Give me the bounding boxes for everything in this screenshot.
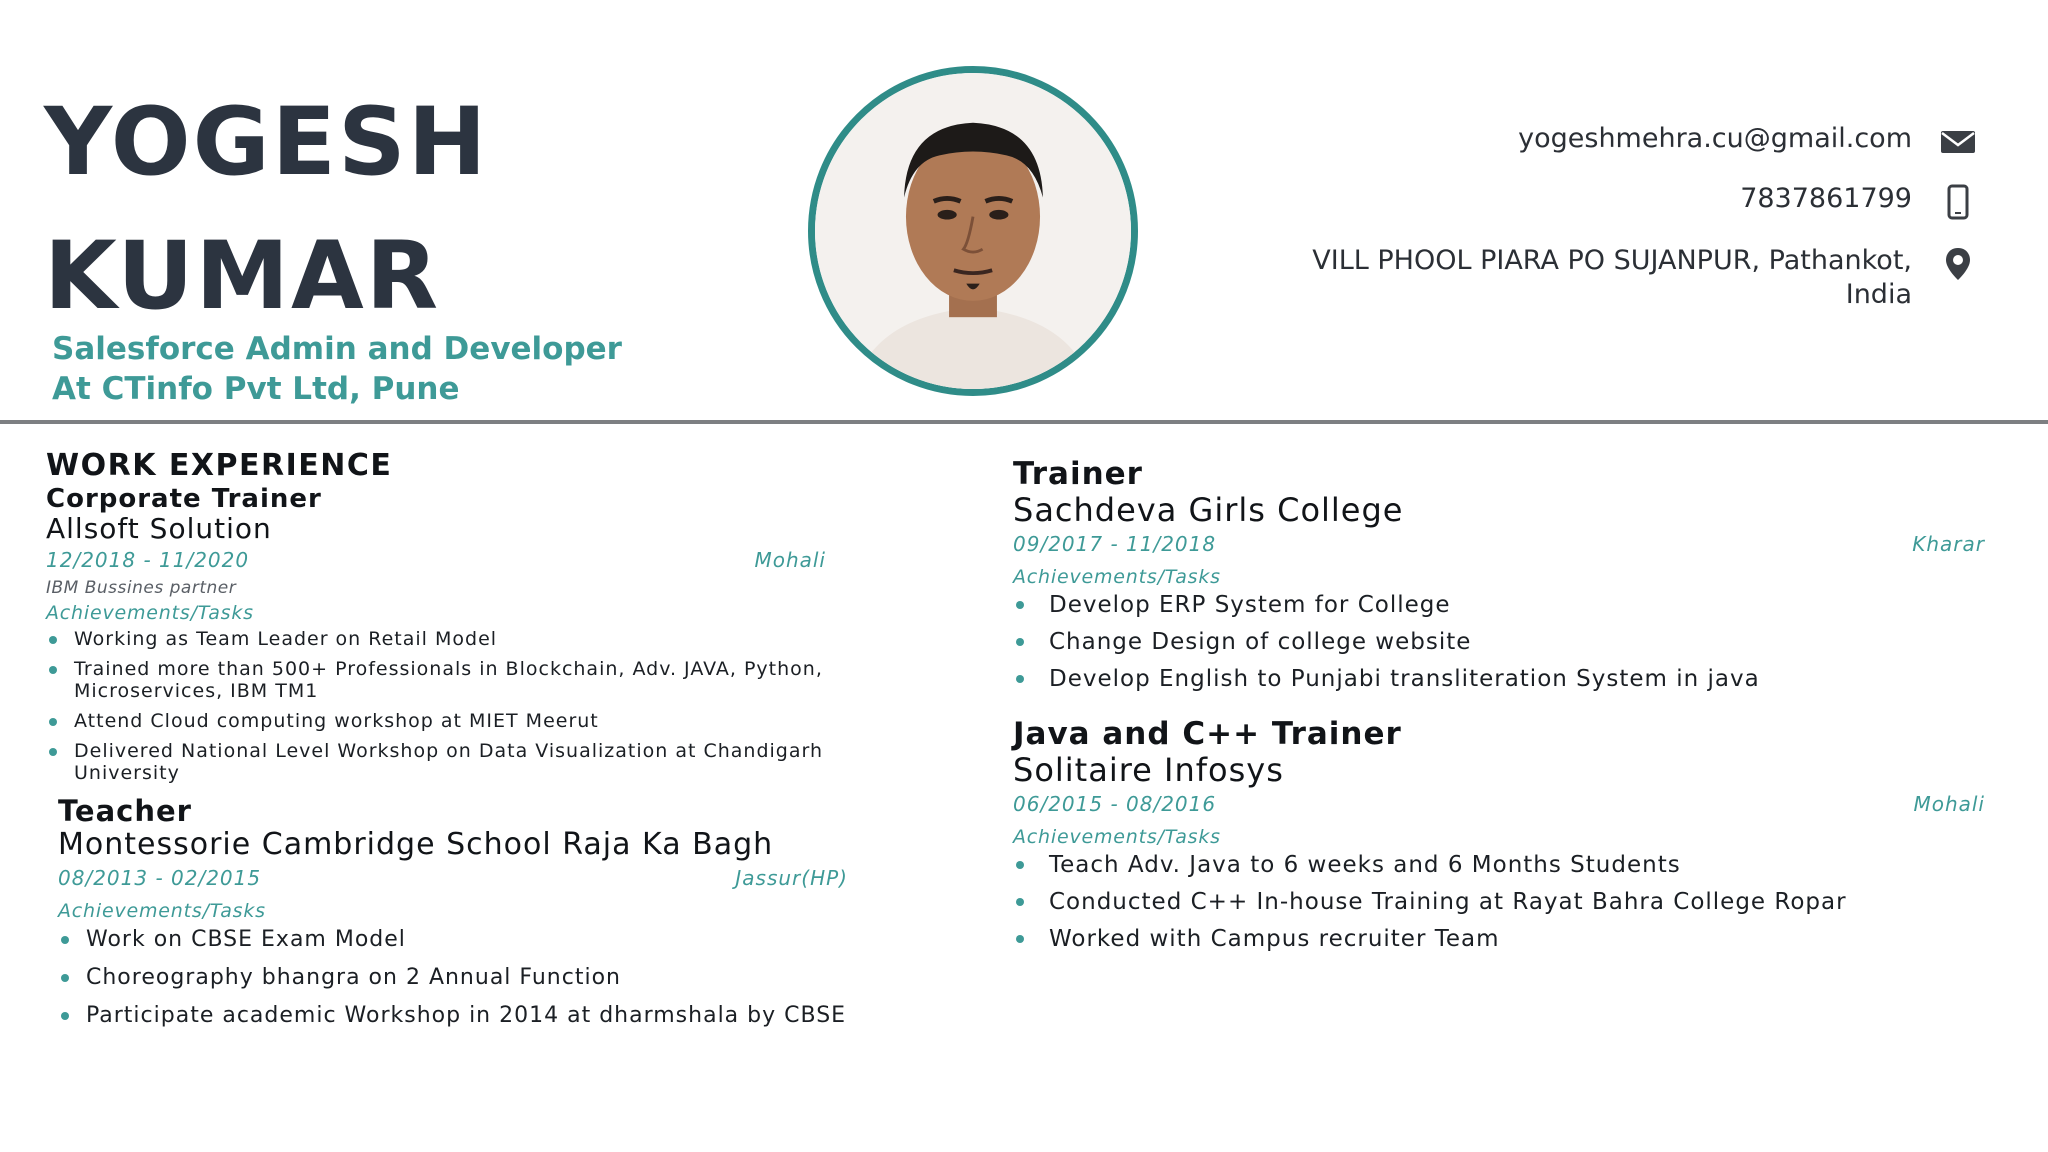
achievements-label: Achievements/Tasks (58, 900, 266, 922)
job-entry (1013, 716, 1985, 963)
job-entry (46, 484, 826, 792)
task-item (58, 964, 848, 991)
profile-photo (808, 66, 1138, 396)
bullet-icon (49, 748, 57, 756)
job-title: Teacher (58, 794, 192, 828)
achievements-label: Achievements/Tasks (46, 602, 254, 624)
task-item (1013, 926, 1985, 953)
name-last: KUMAR (44, 222, 441, 331)
bullet-icon (1016, 935, 1024, 943)
task-list (58, 926, 848, 1029)
task-text: Work on CBSE Exam Model (86, 927, 406, 952)
task-text: Choreography bhangra on 2 Annual Function (86, 965, 621, 990)
bullet-icon (1016, 898, 1024, 906)
task-text: Develop ERP System for College (1049, 592, 1451, 618)
task-item (1013, 852, 1985, 879)
section-title-work-experience: WORK EXPERIENCE (46, 448, 393, 483)
achievements-label: Achievements/Tasks (1013, 826, 1221, 848)
job-title: Java and C++ Trainer (1013, 716, 1402, 752)
job-entry (1013, 456, 1985, 703)
bullet-icon (49, 636, 57, 644)
task-list (46, 628, 826, 784)
location-pin-icon (1938, 244, 1978, 284)
job-location: Mohali (1913, 792, 1985, 816)
task-item (1013, 592, 1985, 619)
task-text: Participate academic Workshop in 2014 at dharmshala by CBSE (86, 1003, 847, 1028)
contact-email[interactable]: yogeshmehra.cu@gmail.com (1518, 123, 1912, 154)
bullet-icon (1016, 675, 1024, 683)
bullet-icon (1016, 638, 1024, 646)
bullet-icon (61, 1012, 69, 1020)
contact-address-line-1: VILL PHOOL PIARA PO SUJANPUR, Pathankot, (1312, 245, 1912, 276)
job-meta (1013, 532, 1985, 562)
job-location: Kharar (1912, 532, 1985, 556)
task-item (58, 1002, 848, 1029)
task-list (1013, 852, 1985, 953)
job-entry (58, 794, 848, 1040)
task-item (46, 710, 826, 732)
mail-icon (1938, 122, 1978, 162)
achievements-label: Achievements/Tasks (1013, 566, 1221, 588)
job-location: Mohali (754, 548, 826, 572)
role-line-2: At CTinfo Pvt Ltd, Pune (52, 371, 460, 407)
task-item (46, 658, 826, 702)
contact-address-line-2: India (1845, 279, 1912, 310)
task-text: Attend Cloud computing workshop at MIET Meerut (74, 710, 599, 732)
role-line-1: Salesforce Admin and Developer (52, 331, 622, 367)
phone-icon (1938, 182, 1978, 222)
contact-phone[interactable]: 7837861799 (1740, 183, 1912, 214)
job-company: Sachdeva Girls College (1013, 491, 1404, 529)
task-item (46, 628, 826, 650)
bullet-icon (49, 718, 57, 726)
task-text: Change Design of college website (1049, 629, 1472, 655)
job-company: Allsoft Solution (46, 512, 272, 545)
job-company: Montessorie Cambridge School Raja Ka Bagh (58, 827, 774, 862)
task-item (1013, 889, 1985, 916)
name-first: YOGESH (44, 88, 489, 197)
task-item (1013, 629, 1985, 656)
job-dates: 12/2018 - 11/2020 (46, 548, 250, 572)
job-meta (1013, 792, 1985, 822)
task-list (1013, 592, 1985, 693)
bullet-icon (61, 974, 69, 982)
job-company: Solitaire Infosys (1013, 751, 1284, 789)
bullet-icon (1016, 861, 1024, 869)
job-title: Trainer (1013, 456, 1143, 492)
avatar-illustration (815, 73, 1131, 389)
job-location: Jassur(HP) (735, 866, 848, 890)
task-text: Trained more than 500+ Professionals in Blockchain, Adv. JAVA, Python, Microservices, IBM TM1 (74, 658, 823, 702)
task-text: Develop English to Punjabi transliteration System in java (1049, 666, 1760, 692)
task-text: Teach Adv. Java to 6 weeks and 6 Months Students (1049, 852, 1681, 878)
bullet-icon (61, 936, 69, 944)
job-dates: 06/2015 - 08/2016 (1013, 792, 1217, 816)
task-text: Conducted C++ In-house Training at Rayat Bahra College Ropar (1049, 889, 1847, 915)
task-item (46, 740, 826, 784)
job-title: Corporate Trainer (46, 484, 322, 514)
job-dates: 09/2017 - 11/2018 (1013, 532, 1217, 556)
task-text: Worked with Campus recruiter Team (1049, 926, 1500, 952)
task-text: Working as Team Leader on Retail Model (74, 628, 498, 650)
job-meta (46, 548, 826, 578)
header-divider (0, 420, 2048, 424)
job-note: IBM Bussines partner (46, 578, 237, 598)
bullet-icon (49, 666, 57, 674)
task-item (58, 926, 848, 953)
bullet-icon (1016, 601, 1024, 609)
task-text: Delivered National Level Workshop on Data Visualization at Chandigarh University (74, 740, 824, 784)
job-dates: 08/2013 - 02/2015 (58, 866, 262, 890)
task-item (1013, 666, 1985, 693)
job-meta (58, 866, 848, 896)
